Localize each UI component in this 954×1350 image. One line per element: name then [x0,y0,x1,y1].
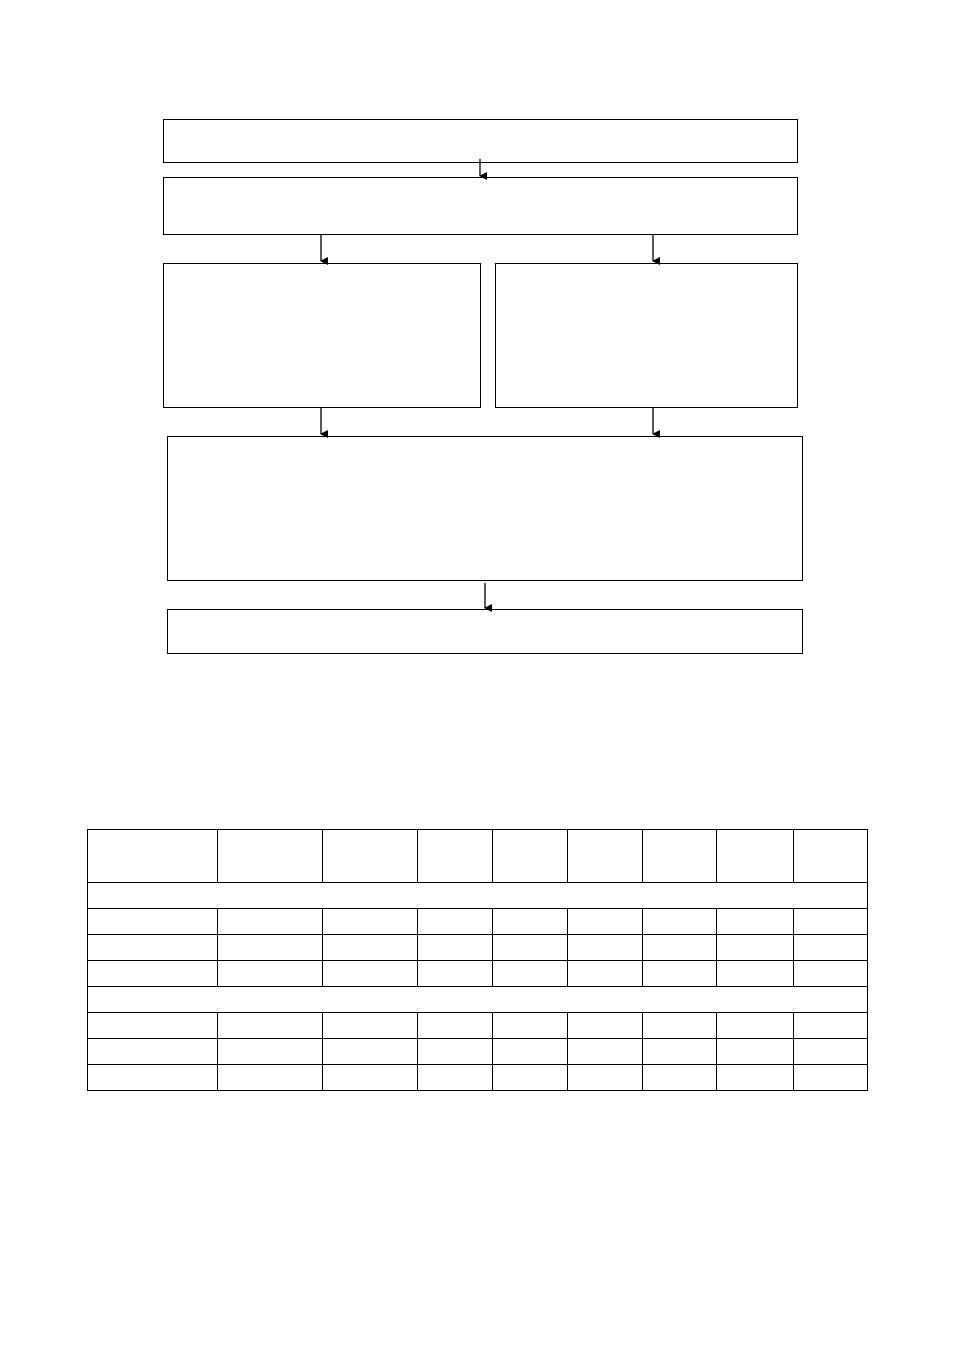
table-header-cell [643,830,717,883]
table-cell [88,909,218,935]
table-cell [88,935,218,961]
table-cell [568,1039,643,1065]
table-cell [218,961,323,987]
table-cell [418,961,493,987]
table-cell [218,935,323,961]
table-cell [88,1065,218,1091]
table-cell [794,935,868,961]
data-table [87,829,868,1091]
table-cell [568,1065,643,1091]
table-header-cell [493,830,568,883]
table-cell [643,1013,717,1039]
table-cell [218,1039,323,1065]
table-header-cell [568,830,643,883]
table-cell [323,961,418,987]
table-cell [323,909,418,935]
table-cell [218,1013,323,1039]
table-cell [568,909,643,935]
table-cell [418,1065,493,1091]
table-cell [88,1039,218,1065]
table-cell [218,1065,323,1091]
table-cell [643,1039,717,1065]
table-cell [323,1065,418,1091]
table-row [88,1013,868,1039]
table-cell [493,935,568,961]
table-header-row [88,830,868,883]
table-header-cell [717,830,794,883]
table-cell [493,1013,568,1039]
table-section-label [88,987,868,1013]
table-header-cell [323,830,418,883]
table-header-cell [218,830,323,883]
table-cell [717,1065,794,1091]
table-section-row [88,883,868,909]
table-header-cell [88,830,218,883]
table-row [88,1065,868,1091]
table-cell [88,1013,218,1039]
table-cell [717,961,794,987]
table-cell [418,1013,493,1039]
table-cell [794,1013,868,1039]
table-cell [717,909,794,935]
table-cell [418,1039,493,1065]
table-row [88,909,868,935]
table-row [88,1039,868,1065]
table-cell [88,961,218,987]
table-header-cell [794,830,868,883]
table-cell [323,1013,418,1039]
table-cell [717,935,794,961]
table-cell [493,1065,568,1091]
table-cell [568,1013,643,1039]
table-cell [568,961,643,987]
table-cell [323,935,418,961]
table-cell [643,1065,717,1091]
table-cell [418,935,493,961]
table-cell [643,961,717,987]
table-cell [794,909,868,935]
table-cell [568,935,643,961]
table-row [88,935,868,961]
table-cell [493,961,568,987]
table-cell [794,1039,868,1065]
table-cell [643,909,717,935]
table-section-label [88,883,868,909]
table-cell [418,909,493,935]
table-section-row [88,987,868,1013]
table-header-cell [418,830,493,883]
table-row [88,961,868,987]
table-cell [717,1039,794,1065]
table-cell [717,1013,794,1039]
table-cell [643,935,717,961]
table-cell [218,909,323,935]
table-cell [794,1065,868,1091]
table-cell [493,1039,568,1065]
table-cell [794,961,868,987]
table-cell [323,1039,418,1065]
table-cell [493,909,568,935]
